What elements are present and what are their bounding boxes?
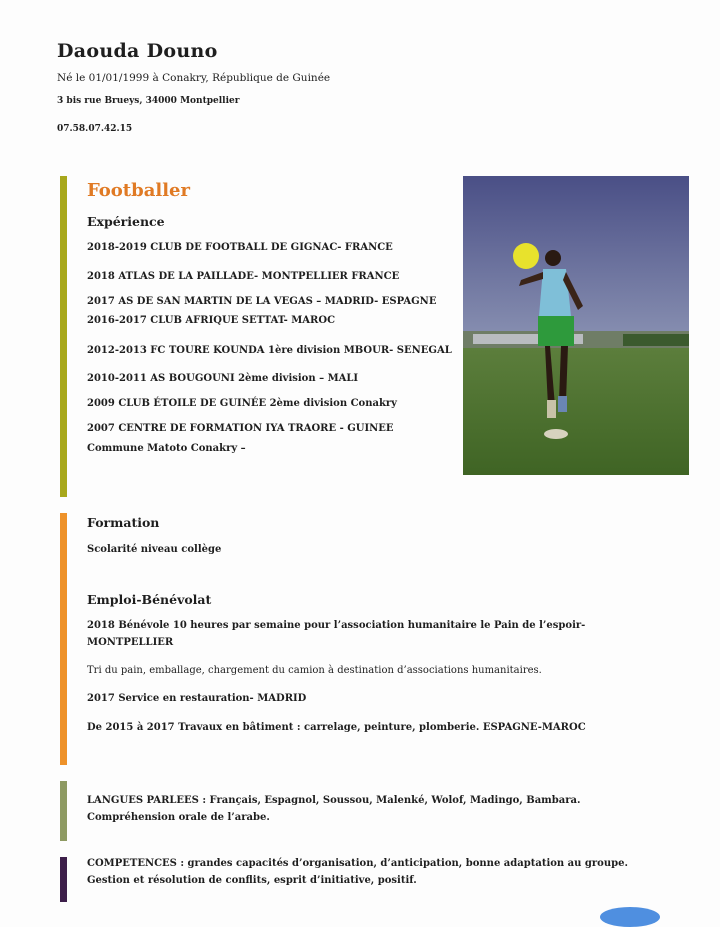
experience-item: 2017 AS DE SAN MARTIN DE LA VEGAS – MADRID- ESPAGNE <box>87 296 437 307</box>
cv-name: Daouda Douno <box>57 40 218 62</box>
skills-text: COMPETENCES : grandes capacités d’organisation, d’anticipation, bonne adaptation au groupe. Gestion et résolution de conflits, esprit d’initiative, positif. <box>87 858 628 886</box>
profile-photo <box>463 176 689 475</box>
experience-heading: Expérience <box>87 214 165 229</box>
profession-title: Footballer <box>87 180 190 201</box>
emploi-heading: Emploi-Bénévolat <box>87 592 212 607</box>
emploi-item: De 2015 à 2017 Travaux en bâtiment : carrelage, peinture, plomberie. ESPAGNE-MAROC <box>87 722 586 733</box>
experience-item: 2018 ATLAS DE LA PAILLADE- MONTPELLIER FRANCE <box>87 271 400 282</box>
emploi-item-detail: Tri du pain, emballage, chargement du camion à destination d’associations humanitaires. <box>87 665 542 676</box>
section-bar-experience <box>60 176 67 497</box>
section-bar-languages <box>60 781 67 841</box>
phone-number: 07.58.07.42.15 <box>57 124 133 134</box>
address: 3 bis rue Brueys, 34000 Montpellier <box>57 96 240 106</box>
experience-item: Commune Matoto Conakry – <box>87 443 246 454</box>
experience-item: 2012-2013 FC TOURE KOUNDA 1ère division MBOUR- SENEGAL <box>87 345 452 356</box>
section-bar-skills <box>60 857 67 902</box>
birth-info: Né le 01/01/1999 à Conakry, République de Guinée <box>57 72 331 84</box>
formation-heading: Formation <box>87 515 160 530</box>
experience-item: 2009 CLUB ÉTOILE DE GUINÉE 2ème division Conakry <box>87 398 397 409</box>
emploi-item: 2017 Service en restauration- MADRID <box>87 693 307 704</box>
experience-item: 2018-2019 CLUB DE FOOTBALL DE GIGNAC- FRANCE <box>87 242 393 253</box>
experience-item: 2016-2017 CLUB AFRIQUE SETTAT- MAROC <box>87 315 336 326</box>
corner-shape <box>600 907 660 927</box>
section-bar-formation <box>60 513 67 765</box>
languages-text: LANGUES PARLEES : Français, Espagnol, Soussou, Malenké, Wolof, Madingo, Bambara. Compréhension orale de l’arabe. <box>87 795 581 823</box>
emploi-item: 2018 Bénévole 10 heures par semaine pour l’association humanitaire le Pain de l’espoir- MONTPELLIER <box>87 620 586 648</box>
experience-item: 2007 CENTRE DE FORMATION IYA TRAORE - GUINEE <box>87 423 394 434</box>
experience-item: 2010-2011 AS BOUGOUNI 2ème division – MALI <box>87 373 359 384</box>
formation-text: Scolarité niveau collège <box>87 544 222 555</box>
